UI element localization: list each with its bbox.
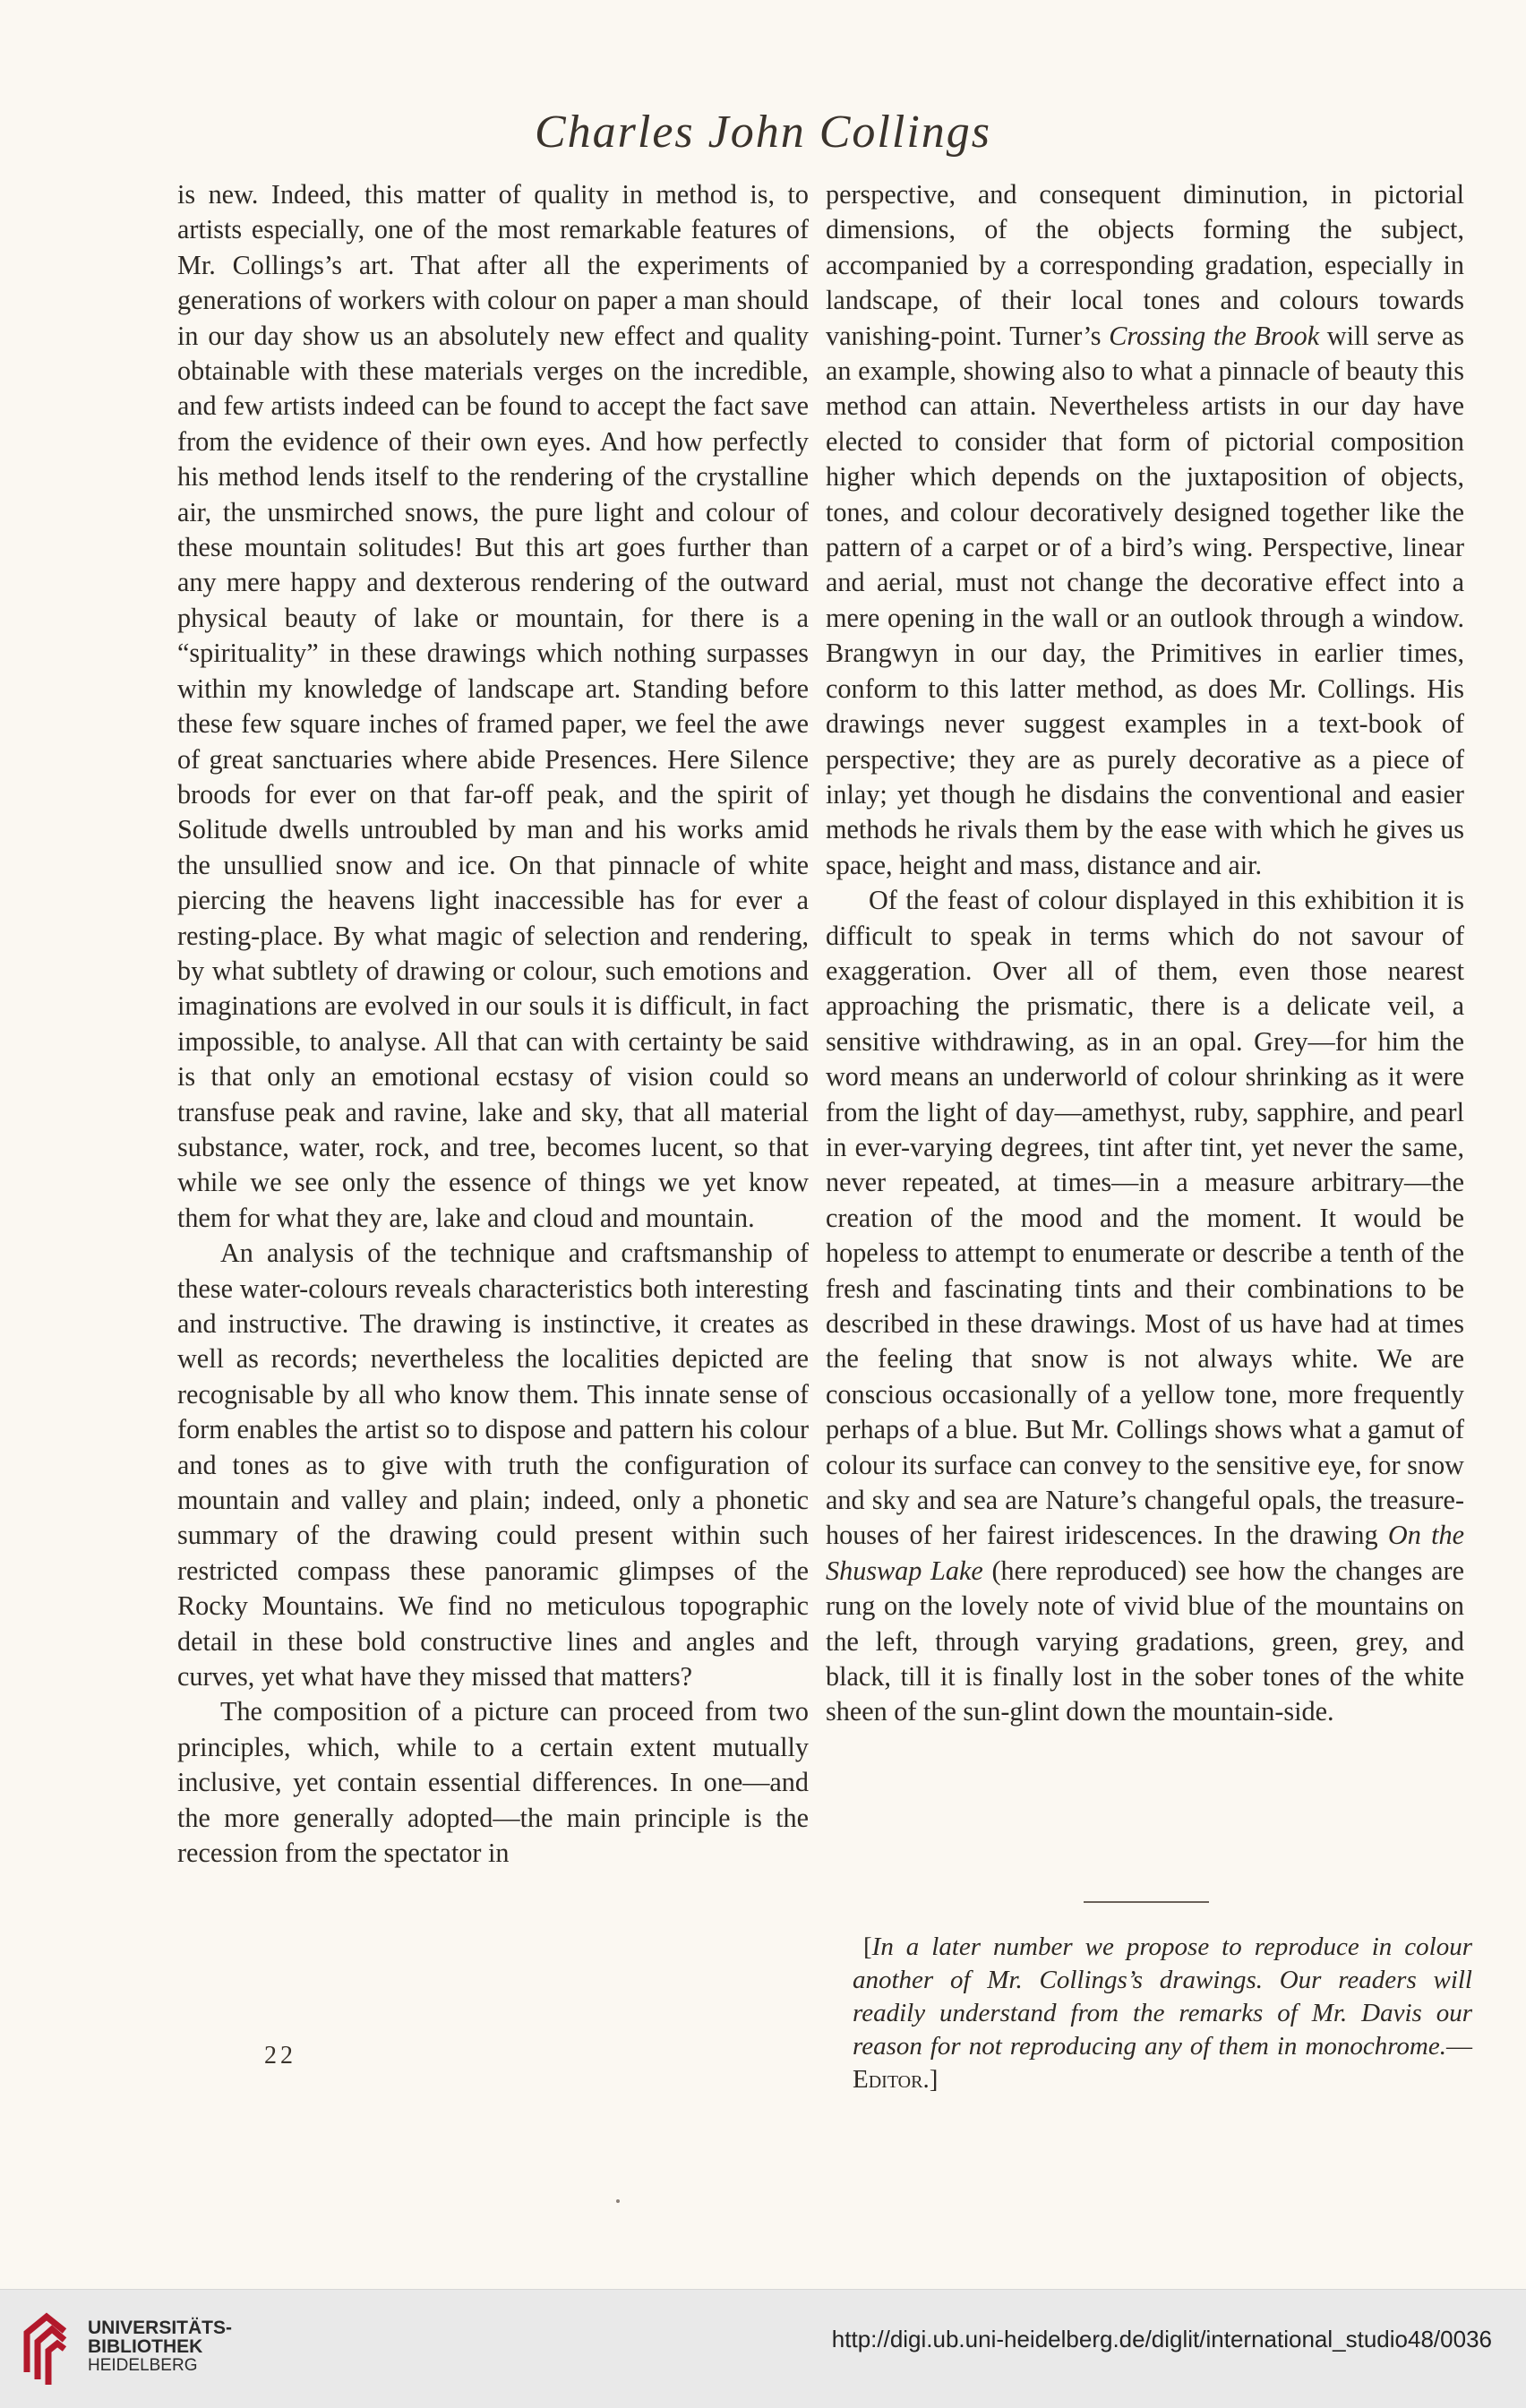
paragraph-text: (here reproduced) see how the changes are rung on the lovely note of vivid blue of the mountains on the left, through varying gradations, green, grey, and black, till it is finally lost in the sober tones of the white sheen of the sun-glint down the mountain-side. <box>826 1555 1465 1727</box>
left-column <box>177 177 809 1872</box>
library-name-line: UNIVERSITÄTS- <box>88 2318 233 2338</box>
paragraph-text: perspective, and consequent diminution, in pictorial dimensions, of the objects forming the subject, accompanied by a corresponding gradation, especially in landscape, of their local tones and colours towards vanishing-point. Turner’s <box>826 179 1464 351</box>
artwork-title-crossing-the-brook: Crossing the Brook <box>1109 320 1320 351</box>
note-dash: — <box>1446 2032 1472 2061</box>
paragraph-text: will serve as an example, showing also to what a pinnacle of beauty this method can attain. Nevertheless artists in our day have elected to consider that form of pictorial composition higher which depends on the juxtaposition of objects, tones, and colour decoratively designed together like the pattern of a carpet or of a bird’s wing. Perspective, linear and aerial, must not change the decorative effect into a mere opening in the wall or an outlook through a window. Brangwyn in our day, the Primitives in earlier times, conform to this latter method, as does Mr. Collings. His drawings never suggest examples in a text-book of perspective; they are as purely decorative as a piece of inlay; yet though he disdains the conventional and easier methods he rivals them by the ease with which he gives us space, height and mass, distance and air. <box>826 320 1464 880</box>
editor-note <box>853 1931 1472 2096</box>
note-text: In a later number we propose to reproduce in colour another of Mr. Collings’s drawings. Our readers will readily understand from the remarks of Mr. Davis our reason for not reproducing any of them in monochrome. <box>853 1932 1472 2061</box>
print-speck <box>616 2199 620 2203</box>
footer-bar <box>0 2289 1526 2408</box>
paragraph-colour <box>826 883 1464 1730</box>
library-logo-icon <box>18 2309 73 2387</box>
page-number: 22 <box>264 2042 296 2070</box>
paragraph-text: Of the feast of colour displayed in this exhibition it is difficult to speak in terms which do not savour of exaggeration. Over all of them, even those nearest approaching the prismatic, there is a delicate veil, a sensitive withdrawing, as in an opal. Grey—for him the word means an underworld of colour shrinking as it were from the light of day—amethyst, ruby, sapphire, and pearl in ever-varying degrees, tint after tint, yet never the same, never repeated, at times—in a measure arbitrary—the creation of the mood and the moment. It would be hopeless to attempt to enumerate or describe a tenth of the fresh and fascinating tints and their combinations to be described in these drawings. Most of us have had at times the feeling that snow is not always white. We are conscious occasionally of a yellow tone, more frequently perhaps of a blue. But Mr. Collings shows what a gamut of colour its surface can convey to the sensitive eye, for snow and sky and sea are Nature’s changeful opals, the treasure-houses of her fairest iridescences. In the drawing <box>826 885 1464 1551</box>
library-name-line: HEIDELBERG <box>88 2356 198 2375</box>
source-url-link[interactable]: http://digi.ub.uni-heidelberg.de/diglit/international_studio48/0036 <box>831 2326 1492 2352</box>
paragraph-technique: An analysis of the technique and craftsmanship of these water-colours reveals characteristics both interesting and instructive. The drawing is instinctive, it creates as well as records; nevertheless the localities depicted are recognisable by all who know them. This innate sense of form enables the artist so to dispose and pattern his colour and tones as to give with truth the configuration of mountain and valley and plain; indeed, only a phonetic summary of the drawing could present within such restricted compass these panoramic glimpses of the Rocky Mountains. We find no meticulous topographic detail in these bold constructive lines and angles and curves, yet what have they missed that matters? <box>177 1238 809 1692</box>
note-close-bracket: .] <box>922 2065 939 2094</box>
note-open-bracket: [ <box>863 1932 872 1961</box>
library-name-line: BIBLIOTHEK <box>88 2336 203 2357</box>
right-column <box>826 177 1464 1730</box>
artwork-title-shuswap-lake: On the Shuswap Lake <box>826 1520 1464 1586</box>
paragraph-composition: The composition of a picture can proceed from two principles, which, while to a certain extent mutually inclusive, yet contain essential differences. In one—and the more generally adopted—the main principle is the recession from the spectator in <box>177 1696 809 1869</box>
library-name <box>88 2318 232 2375</box>
paragraph-perspective <box>826 177 1464 883</box>
note-signature: Editor <box>853 2065 923 2094</box>
running-head: Charles John Collings <box>534 107 992 158</box>
note-divider <box>1084 1901 1209 1903</box>
paragraph-quality: is new. Indeed, this matter of quality in method is, to artists especially, one of the most remarkable features of Mr. Collings’s art. That after all the experiments of generations of workers with colour on paper a man should in our day show us an absolutely new effect and quality obtainable with these materials verges on the incredible, and few artists indeed can be found to accept the fact save from the evidence of their own eyes. And how perfectly his method lends itself to the rendering of the crystalline air, the unsmirched snows, the pure light and colour of these mountain solitudes! But this art goes further than any mere happy and dexterous rendering of the outward physical beauty of lake or mountain, for there is a “spirituality” in these drawings which nothing surpasses within my knowledge of landscape art. Standing before these few square inches of framed paper, we feel the awe of great sanctuaries where abide Presences. Here Silence broods for ever on that far-off peak, and the spirit of Solitude dwells untroubled by man and his works amid the unsullied snow and ice. On that pinnacle of white piercing the heavens light inaccessible has for ever a resting-place. By what magic of selection and rendering, by what subtlety of drawing or colour, such emotions and imaginations are evolved in our souls it is difficult, in fact impossible, to analyse. All that can with certainty be said is that only an emotional ecstasy of vision could so transfuse peak and ravine, lake and sky, that all material substance, water, rock, and tree, becomes lucent, so that while we see only the essence of things we yet know them for what they are, lake and cloud and mountain. <box>177 179 809 1233</box>
